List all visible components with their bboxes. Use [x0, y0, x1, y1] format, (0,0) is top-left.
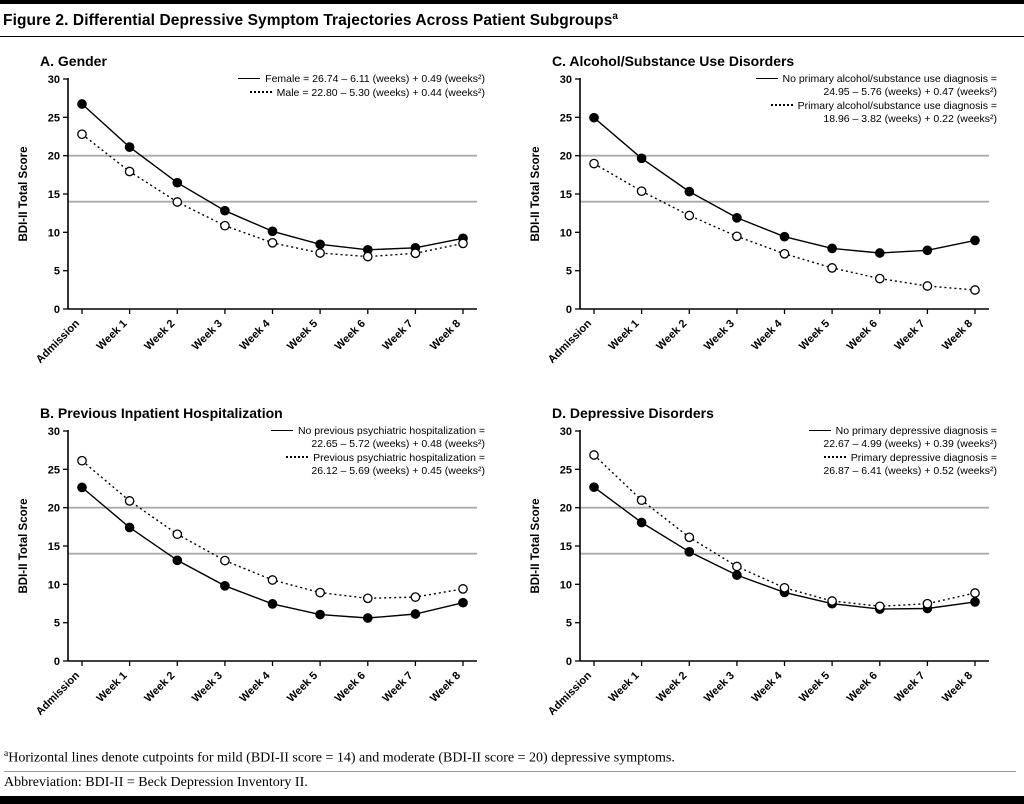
panel-depressive — [512, 389, 1024, 741]
y-tick-label: 25 — [47, 464, 60, 477]
series-line-dotted — [594, 164, 975, 290]
dotted-line-sample-icon — [286, 456, 308, 458]
data-point — [923, 282, 931, 290]
footnote-cutpoints-text: Horizontal lines denote cutpoints for mild (BDI-II score = 14) and moderate (BDI-II score = 20) depressive symptoms. — [8, 750, 675, 766]
legend-line — [271, 452, 485, 465]
panel-gender-title: A. Gender — [40, 53, 107, 70]
y-axis-label: BDI-II Total Score — [530, 498, 542, 594]
y-tick-label: 20 — [47, 150, 60, 163]
data-point — [923, 246, 931, 254]
x-tick-label: Week 6 — [844, 317, 880, 353]
x-tick-label: Week 1 — [94, 669, 130, 705]
data-point — [411, 593, 419, 601]
data-point — [780, 584, 788, 592]
footnote-abbreviation: Abbreviation: BDI-II = Beck Depression Inventory II. — [4, 774, 308, 790]
y-tick-label: 10 — [559, 227, 572, 240]
data-point — [268, 600, 276, 608]
x-tick-label: Week 3 — [189, 317, 226, 353]
figure-title-superscript: a — [612, 11, 619, 22]
data-point — [733, 562, 741, 570]
x-tick-label: Week 7 — [380, 317, 416, 353]
panel-alcohol-substance-chart — [526, 71, 1001, 389]
data-point — [78, 483, 86, 491]
legend-text: Primary depressive diagnosis = — [850, 452, 997, 465]
data-point — [268, 239, 276, 247]
panel-depressive-chart — [526, 423, 1001, 741]
legend-entry — [238, 73, 485, 86]
footnote-marker: a — [4, 749, 9, 760]
legend-text: 22.65 – 5.72 (weeks) + 0.48 (weeks²) — [311, 438, 485, 451]
x-tick-label: Week 5 — [285, 317, 321, 353]
data-point — [268, 576, 276, 584]
legend-entry — [271, 452, 485, 478]
data-point — [780, 250, 788, 258]
legend-entry — [809, 425, 997, 451]
x-tick-label: Week 2 — [654, 669, 690, 705]
data-point — [221, 207, 229, 215]
panel-gender-legend — [238, 73, 485, 101]
y-tick-label: 10 — [47, 227, 60, 240]
legend-text: 22.67 – 4.99 (weeks) + 0.39 (weeks²) — [823, 438, 997, 451]
y-tick-label: 30 — [47, 426, 60, 439]
data-point — [173, 556, 181, 564]
x-tick-label: Week 6 — [844, 669, 880, 705]
data-point — [637, 187, 645, 195]
panel-alcohol-substance — [512, 37, 1024, 389]
legend-entry — [809, 452, 997, 478]
legend-text: 26.12 – 5.69 (weeks) + 0.45 (weeks²) — [311, 465, 485, 478]
data-point — [733, 232, 741, 240]
data-point — [971, 236, 979, 244]
data-point — [411, 610, 419, 618]
panel-gender — [0, 37, 512, 389]
legend-text: No primary depressive diagnosis = — [835, 425, 997, 438]
x-tick-label: Week 5 — [285, 669, 321, 705]
data-point — [364, 253, 372, 261]
legend-entry — [271, 425, 485, 451]
data-point — [685, 548, 693, 556]
data-point — [590, 114, 598, 122]
panel-hospitalization-title: B. Previous Inpatient Hospitalization — [40, 405, 283, 422]
x-tick-label: Admission — [33, 317, 83, 367]
data-point — [876, 249, 884, 257]
y-tick-label: 25 — [47, 112, 60, 125]
data-point — [971, 589, 979, 597]
data-point — [173, 530, 181, 538]
y-tick-label: 10 — [47, 579, 60, 592]
data-point — [637, 518, 645, 526]
data-point — [971, 286, 979, 294]
data-point — [173, 198, 181, 206]
legend-text: Primary alcohol/substance use diagnosis = — [797, 100, 997, 113]
solid-line-sample-icon — [238, 78, 260, 79]
x-tick-label: Week 8 — [939, 317, 976, 353]
y-tick-label: 20 — [47, 502, 60, 515]
y-tick-label: 15 — [47, 541, 60, 554]
y-tick-label: 10 — [559, 579, 572, 592]
legend-entry — [756, 100, 998, 126]
legend-text: Previous psychiatric hospitalization = — [313, 452, 485, 465]
data-point — [78, 130, 86, 138]
x-tick-label: Week 4 — [749, 317, 785, 353]
y-axis-label: BDI-II Total Score — [18, 146, 30, 242]
x-tick-label: Week 7 — [892, 669, 928, 705]
legend-line — [756, 100, 998, 113]
legend-text: Female = 26.74 – 6.11 (weeks) + 0.49 (weeks²) — [265, 73, 485, 86]
x-tick-label: Week 3 — [701, 669, 738, 705]
data-point — [125, 497, 133, 505]
data-point — [733, 214, 741, 222]
y-tick-label: 5 — [53, 617, 60, 630]
data-point — [828, 244, 836, 252]
data-point — [876, 275, 884, 283]
footnote-cutpoints — [4, 749, 1016, 767]
data-point — [733, 571, 741, 579]
data-point — [221, 582, 229, 590]
x-tick-label: Week 5 — [797, 317, 833, 353]
x-tick-label: Week 6 — [332, 669, 368, 705]
data-point — [364, 614, 372, 622]
legend-line — [809, 465, 997, 478]
data-point — [125, 523, 133, 531]
x-tick-label: Week 6 — [332, 317, 368, 353]
panel-depressive-legend — [809, 425, 997, 479]
y-tick-label: 25 — [559, 112, 572, 125]
panel-hospitalization-legend — [271, 425, 485, 479]
panel-hospitalization-chart — [14, 423, 489, 741]
data-point — [685, 533, 693, 541]
data-point — [459, 239, 467, 247]
legend-line — [271, 438, 485, 451]
legend-entry — [238, 87, 485, 100]
data-point — [268, 227, 276, 235]
data-point — [828, 597, 836, 605]
footnote-divider — [4, 771, 1016, 772]
legend-line — [238, 73, 485, 86]
legend-line — [756, 73, 998, 86]
x-tick-label: Week 2 — [654, 317, 690, 353]
panel-gender-chart — [14, 71, 489, 389]
x-tick-label: Admission — [545, 669, 595, 719]
x-tick-label: Week 2 — [142, 669, 178, 705]
y-tick-label: 25 — [559, 464, 572, 477]
data-point — [316, 240, 324, 248]
x-tick-label: Week 1 — [94, 317, 130, 353]
data-point — [685, 188, 693, 196]
legend-line — [756, 113, 998, 126]
y-tick-label: 30 — [559, 74, 572, 87]
legend-line — [809, 438, 997, 451]
data-point — [780, 233, 788, 241]
panels-grid — [0, 37, 1024, 741]
y-tick-label: 0 — [565, 656, 572, 669]
legend-text: No previous psychiatric hospitalization = — [297, 425, 485, 438]
x-tick-label: Week 1 — [606, 669, 642, 705]
y-tick-label: 5 — [565, 617, 572, 630]
x-tick-label: Week 5 — [797, 669, 833, 705]
legend-line — [271, 465, 485, 478]
x-tick-label: Week 1 — [606, 317, 642, 353]
x-tick-label: Week 8 — [427, 317, 464, 353]
data-point — [316, 249, 324, 257]
dotted-line-sample-icon — [824, 456, 846, 458]
legend-entry — [756, 73, 998, 99]
data-point — [459, 599, 467, 607]
x-tick-label: Week 7 — [892, 317, 928, 353]
data-point — [590, 160, 598, 168]
data-point — [637, 154, 645, 162]
x-tick-label: Admission — [545, 317, 595, 367]
solid-line-sample-icon — [809, 430, 831, 431]
x-tick-label: Admission — [33, 669, 83, 719]
data-point — [685, 211, 693, 219]
solid-line-sample-icon — [271, 430, 293, 431]
data-point — [173, 179, 181, 187]
bottom-rule — [0, 796, 1024, 804]
data-point — [590, 483, 598, 491]
legend-text: 18.96 – 3.82 (weeks) + 0.22 (weeks²) — [823, 113, 997, 126]
data-point — [637, 496, 645, 504]
x-tick-label: Week 3 — [189, 669, 226, 705]
figure-title-text: Figure 2. Differential Depressive Symptom Trajectories Across Patient Subgroups — [3, 12, 613, 30]
x-tick-label: Week 8 — [939, 669, 976, 705]
data-point — [125, 167, 133, 175]
data-point — [78, 457, 86, 465]
footnotes — [0, 741, 1024, 791]
y-tick-label: 20 — [559, 502, 572, 515]
data-point — [316, 589, 324, 597]
y-tick-label: 30 — [559, 426, 572, 439]
data-point — [590, 451, 598, 459]
data-point — [221, 557, 229, 565]
x-tick-label: Week 3 — [701, 317, 738, 353]
legend-text: 24.95 – 5.76 (weeks) + 0.47 (weeks²) — [823, 86, 997, 99]
x-tick-label: Week 2 — [142, 317, 178, 353]
data-point — [411, 249, 419, 257]
y-tick-label: 0 — [565, 304, 572, 317]
data-point — [828, 264, 836, 272]
data-point — [364, 594, 372, 602]
y-tick-label: 0 — [53, 656, 60, 669]
legend-line — [809, 452, 997, 465]
data-point — [221, 222, 229, 230]
data-point — [125, 143, 133, 151]
x-tick-label: Week 4 — [749, 669, 785, 705]
x-tick-label: Week 4 — [237, 317, 273, 353]
x-tick-label: Week 8 — [427, 669, 464, 705]
x-tick-label: Week 4 — [237, 669, 273, 705]
y-tick-label: 20 — [559, 150, 572, 163]
chart-panel-A — [14, 71, 489, 389]
y-tick-label: 0 — [53, 304, 60, 317]
data-point — [459, 585, 467, 593]
legend-line — [756, 86, 998, 99]
y-axis-label: BDI-II Total Score — [530, 146, 542, 242]
dotted-line-sample-icon — [771, 104, 793, 106]
data-point — [971, 598, 979, 606]
y-tick-label: 15 — [559, 541, 572, 554]
data-point — [78, 100, 86, 108]
y-tick-label: 15 — [47, 189, 60, 202]
legend-text: Male = 22.80 – 5.30 (weeks) + 0.44 (weeks²) — [276, 87, 485, 100]
y-tick-label: 5 — [565, 265, 572, 278]
panel-alcohol-substance-title: C. Alcohol/Substance Use Disorders — [552, 53, 795, 70]
panel-depressive-title: D. Depressive Disorders — [552, 405, 714, 422]
legend-line — [271, 425, 485, 438]
data-point — [923, 600, 931, 608]
legend-line — [238, 87, 485, 100]
legend-text: 26.87 – 6.41 (weeks) + 0.52 (weeks²) — [823, 465, 997, 478]
legend-line — [809, 425, 997, 438]
y-tick-label: 30 — [47, 74, 60, 87]
solid-line-sample-icon — [756, 78, 778, 79]
y-tick-label: 15 — [559, 189, 572, 202]
data-point — [316, 611, 324, 619]
y-axis-label: BDI-II Total Score — [18, 498, 30, 594]
data-point — [876, 602, 884, 610]
panel-hospitalization — [0, 389, 512, 741]
panel-alcohol-substance-legend — [756, 73, 998, 127]
dotted-line-sample-icon — [250, 91, 272, 93]
figure-title — [0, 4, 1024, 36]
x-tick-label: Week 7 — [380, 669, 416, 705]
legend-text: No primary alcohol/substance use diagnosis = — [782, 73, 997, 86]
y-tick-label: 5 — [53, 265, 60, 278]
